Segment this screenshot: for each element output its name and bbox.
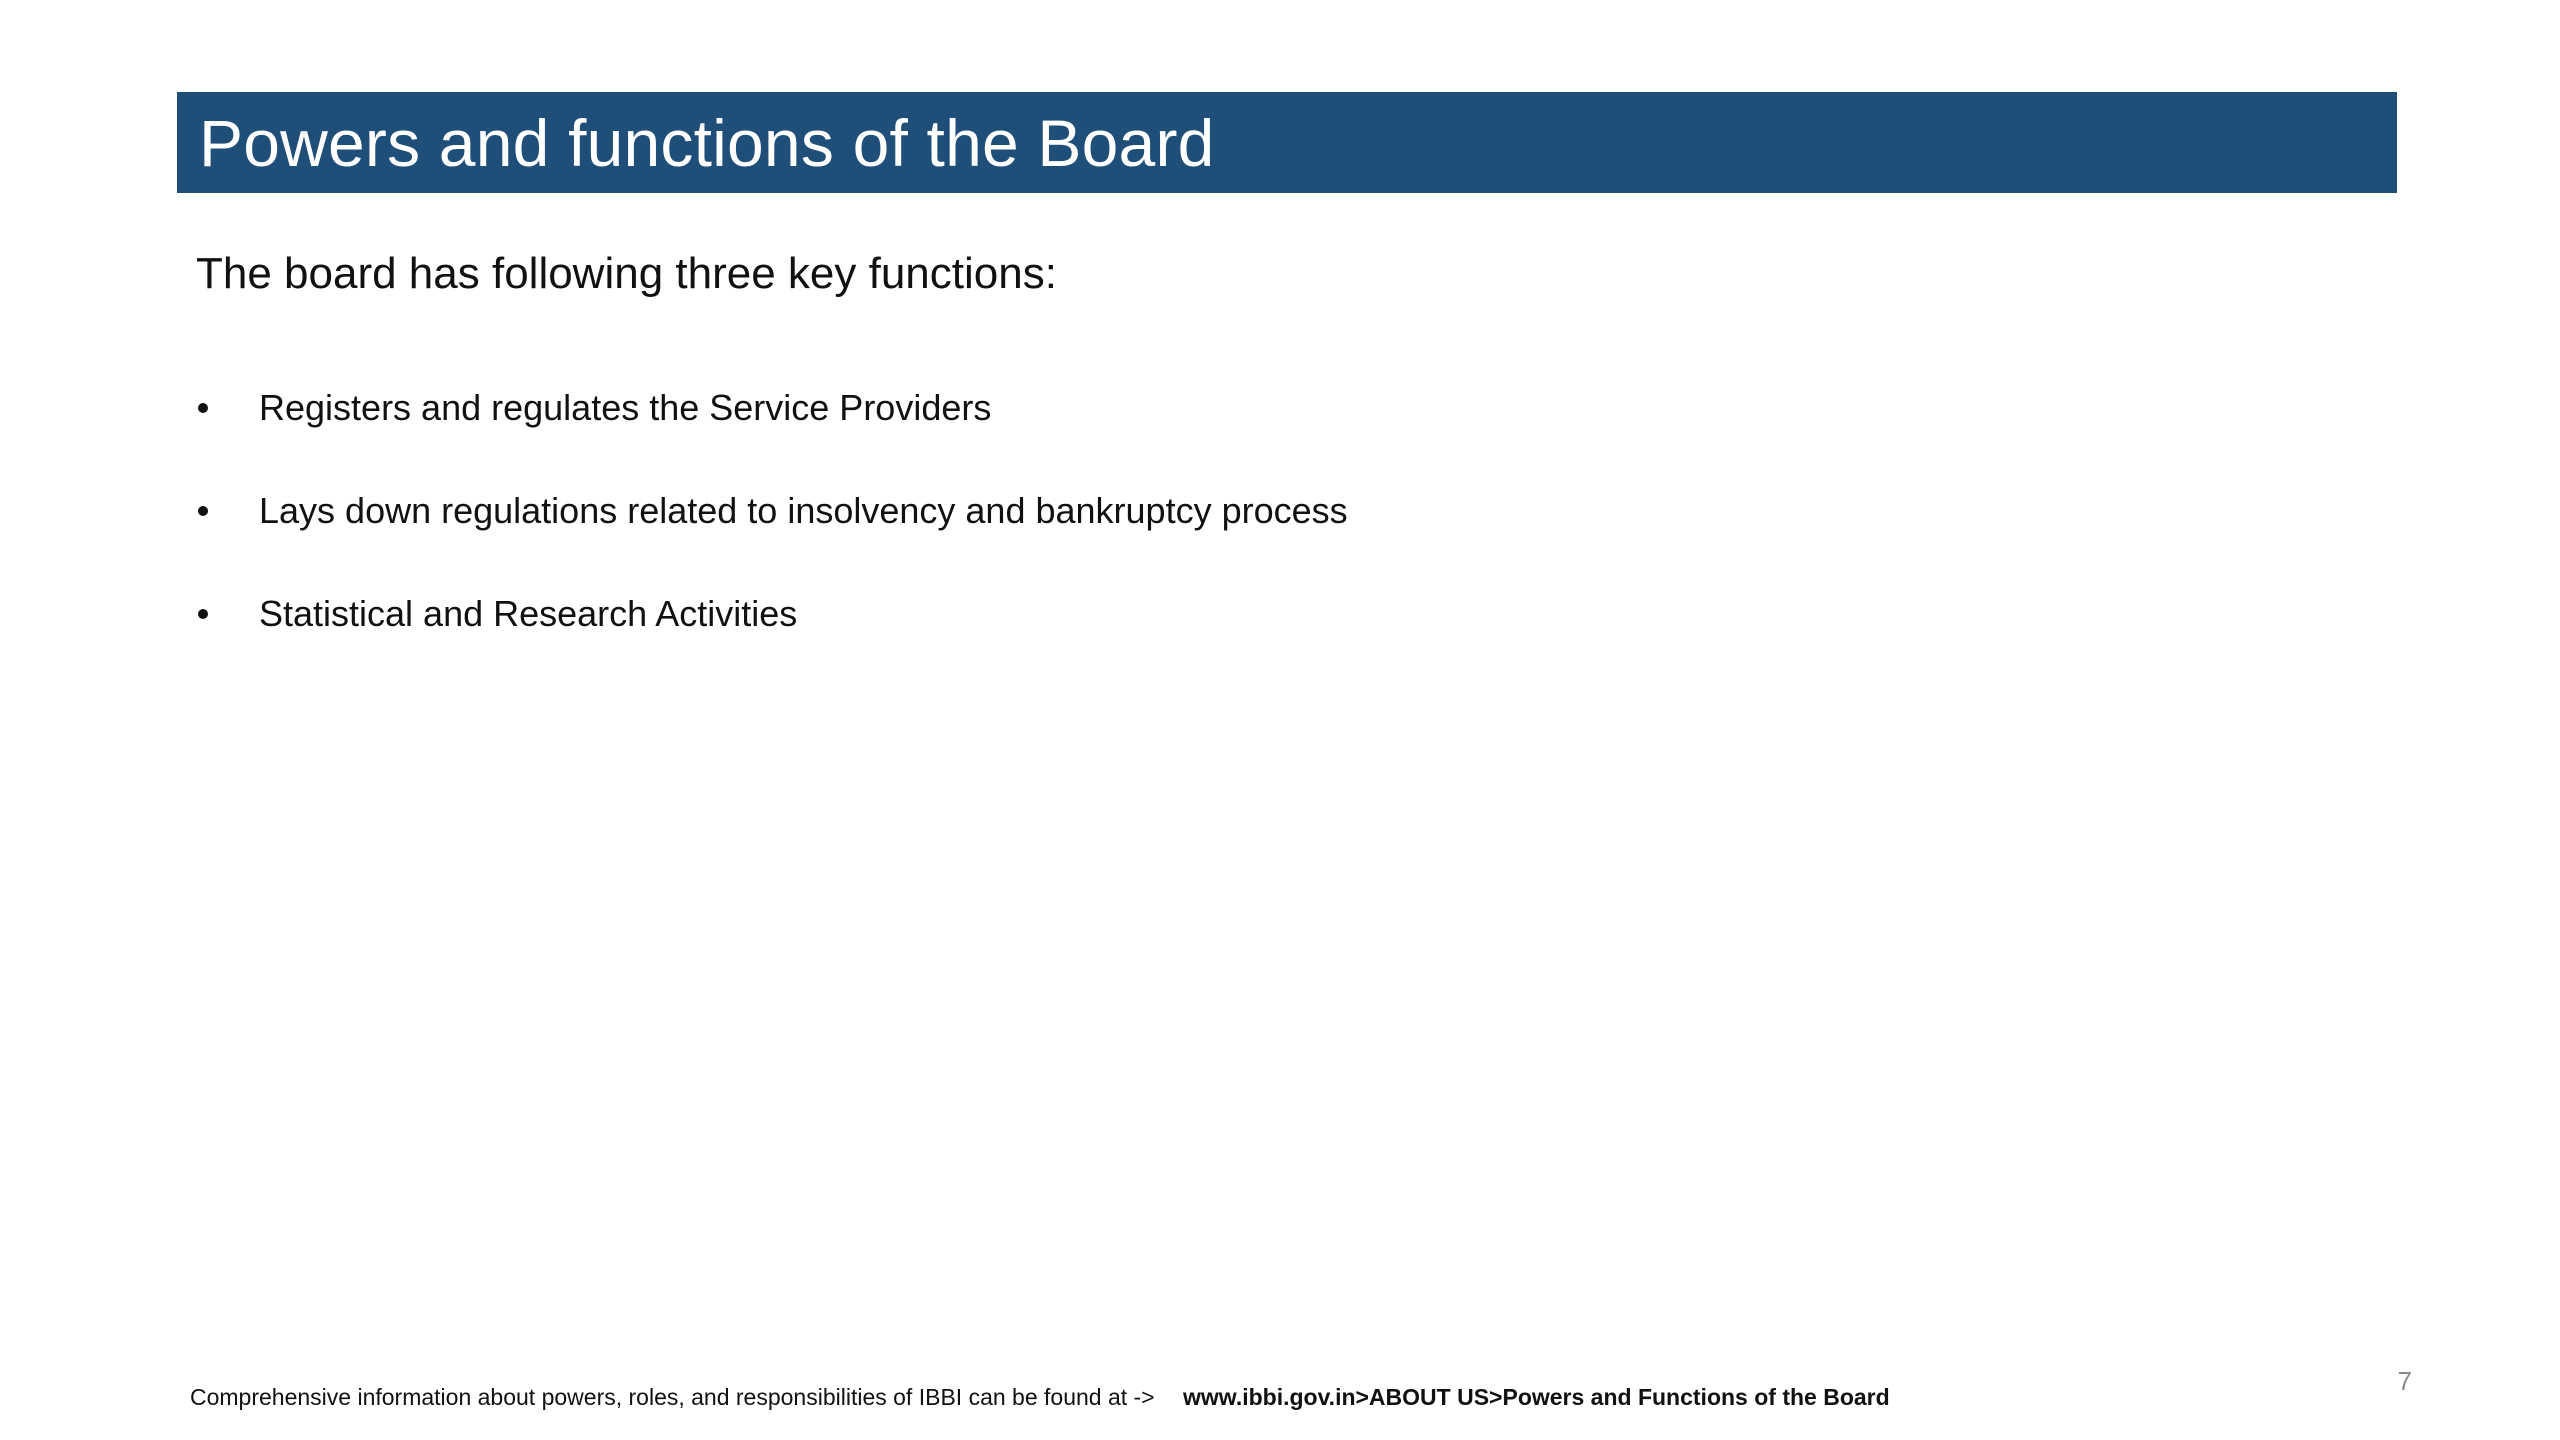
footer-text: Comprehensive information about powers, roles, and responsibilities of IBBI can be found at -> (190, 1384, 1155, 1410)
function-item (196, 485, 1348, 537)
bullet-dot-icon (198, 609, 208, 619)
page-number: 7 (2397, 1366, 2412, 1396)
function-item (196, 588, 1348, 640)
footer-link-text: www.ibbi.gov.in>ABOUT US>Powers and Functions of the Board (1183, 1384, 1890, 1410)
functions-list (196, 382, 1348, 691)
title-bar (177, 92, 2397, 193)
bullet-dot-icon (198, 506, 208, 516)
intro-text: The board has following three key functions: (196, 249, 1057, 298)
function-item-text: Statistical and Research Activities (259, 593, 798, 634)
footer-note (190, 1384, 1890, 1411)
function-item-text: Registers and regulates the Service Providers (259, 387, 992, 428)
function-item (196, 382, 1348, 434)
slide-title: Powers and functions of the Board (199, 105, 1215, 180)
bullet-dot-icon (198, 403, 208, 413)
function-item-text: Lays down regulations related to insolvency and bankruptcy process (259, 490, 1348, 531)
